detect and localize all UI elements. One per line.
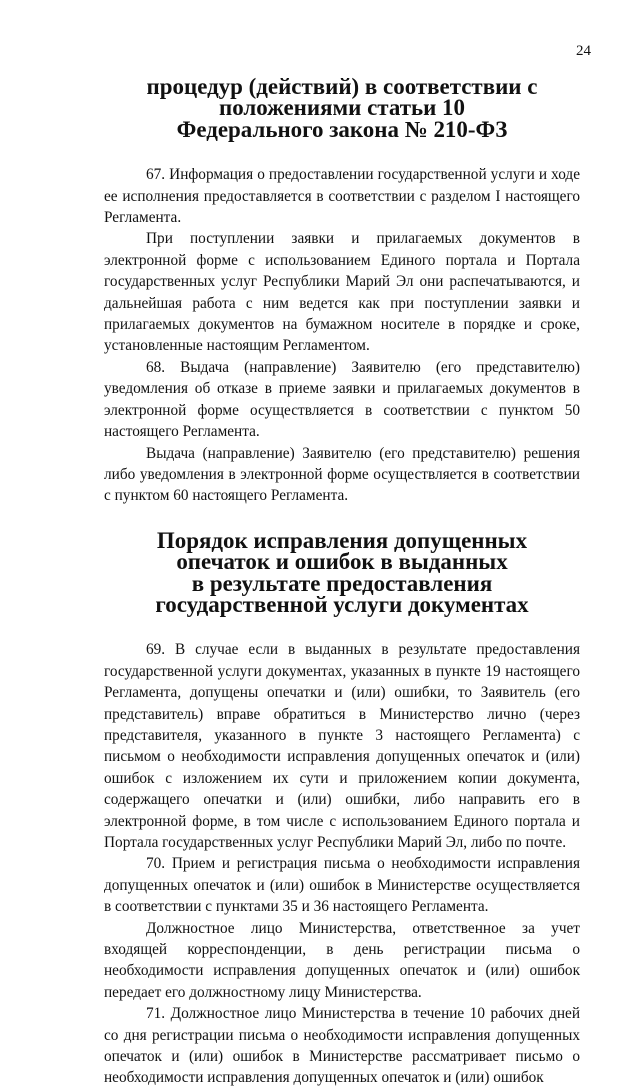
paragraph-67: 67. Информация о предоставлении государственной услуги и ходе ее исполнения предоставляется в соответствии с разделом I настоящего Регламента. [104,166,580,227]
paragraph-71: 71. Должностное лицо Министерства в течение 10 рабочих дней со дня регистрации письма о необходимости исправления допущенных опечаток и (или) ошибок в Министерстве рассматривает письмо о необходимости исправления допущенных опечаток и (или) ошибок [104,1005,580,1087]
paragraph-decision-delivery: Выдача (направление) Заявителю (его представителю) решения либо уведомления в электронной форме осуществляется в соответствии с пунктом 60 настоящего Регламента. [104,444,580,505]
paragraph-responsible-official: Должностное лицо Министерства, ответственное за учет входящей корреспонденции, в день регистрации письма о необходимости исправления допущенных опечаток и (или) ошибок передает его должностному лицу Министерства. [104,919,580,1001]
heading-line: в результате предоставления государственной услуги документах [155,570,529,617]
paragraph-electronic-submission: При поступлении заявки и прилагаемых документов в электронной форме с использованием Единого портала и Портала государственных услуг Республики Марий Эл они распечатываются, и дальнейшая работа с ним ведется как при поступлении заявки и прилагаемых документов на бумажном носителе в порядке и сроке, установленные настоящим Регламентом. [104,230,580,355]
heading-line: Порядок исправления допущенных опечаток и ошибок в выданных [156,527,528,575]
paragraph-69: 69. В случае если в выданных в результате предоставления государственной услуги документах, указанных в пункте 19 настоящего Регламента, допущены опечатки и (или) ошибки, то Заявитель (его представитель) вправе обратиться в Министерство лично (через представителя, указанного в пункте 3 настоящего Регламента) с письмом о необходимости исправления допущенных опечаток и (или) ошибок с изложением их сути и приложением копии документа, содержащего опечатки и (или) ошибки, либо направить его в электронной форме, в том числе с использованием Единого портала и Портала государственных услуг Республики Марий Эл, либо по почте. [104,641,580,851]
page-number: 24 [576,43,591,59]
heading-line: процедур (действий) в соответствии с положениями статьи 10 [146,74,538,121]
paragraph-70: 70. Прием и регистрация письма о необходимости исправления допущенных опечаток и (или) ошибок в Министерстве осуществляется в соответствии с пунктами 35 и 36 настоящего Регламента. [104,855,580,916]
page-content [104,76,580,1089]
section-heading-procedures [104,76,580,140]
heading-line: Федерального закона № 210-ФЗ [176,116,508,142]
section-body-2 [104,639,580,1089]
section-body-1 [104,164,580,507]
section-heading-corrections [104,527,580,617]
paragraph-68: 68. Выдача (направление) Заявителю (его представителю) уведомления об отказе в приеме заявки и прилагаемых документов в электронной форме осуществляется в соответствии с пунктом 50 настоящего Регламента. [104,358,580,441]
